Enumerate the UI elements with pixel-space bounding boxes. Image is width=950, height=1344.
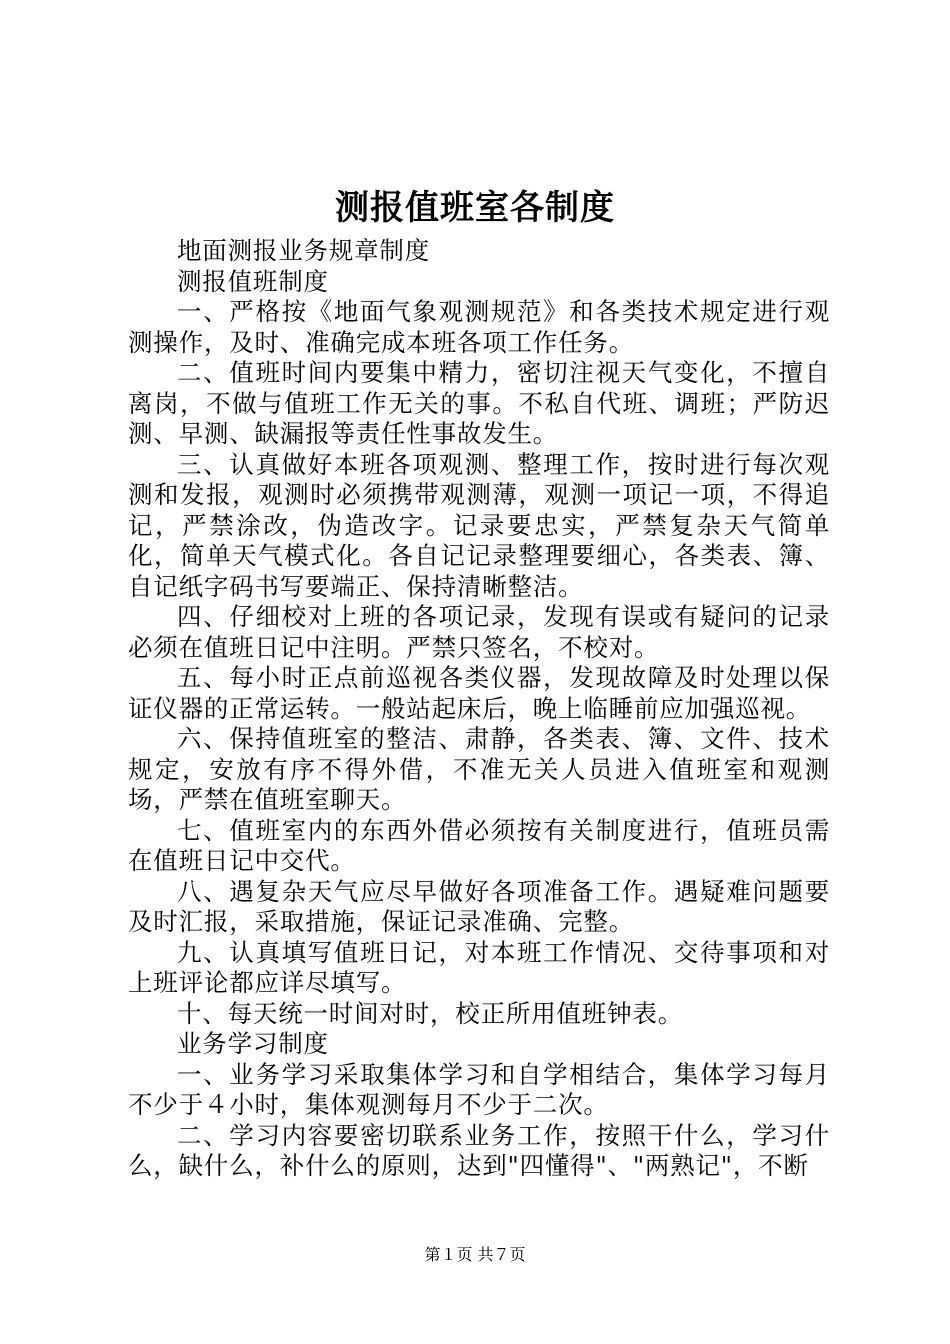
paragraph: 十、每天统一时间对时，校正所用值班钟表。 <box>177 998 683 1028</box>
document-body <box>128 236 830 1182</box>
paragraph: 九、认真填写值班日记，对本班工作情况、交待事项和对上班评论都应详尽填写。 <box>128 937 830 997</box>
paragraph: 八、遇复杂天气应尽早做好各项准备工作。遇疑难问题要及时汇报，采取措施，保证记录准确、完整。 <box>128 876 830 936</box>
paragraph: 二、值班时间内要集中精力，密切注视天气变化，不擅自离岗，不做与值班工作无关的事。不私自代班、调班；严防迟测、早测、缺漏报等责任性事故发生。 <box>128 358 830 448</box>
subsection-heading: 业务学习制度 <box>177 1029 329 1058</box>
document-title: 测报值班室各制度 <box>335 188 615 228</box>
paragraph: 七、值班室内的东西外借必须按有关制度进行，值班员需在值班日记中交代。 <box>128 815 830 875</box>
subsection-heading: 测报值班制度 <box>177 266 329 296</box>
paragraph: 一、严格按《地面气象观测规范》和各类技术规定进行观测操作，及时、准确完成本班各项工作任务。 <box>128 297 830 357</box>
page-number-footer: 第１页 共７页 <box>424 1245 526 1264</box>
paragraph: 二、学习内容要密切联系业务工作，按照干什么，学习什么，缺什么，补什么的原则，达到"四懂得"、"两熟记"，不断 <box>128 1120 830 1180</box>
paragraph: 五、每小时正点前巡视各类仪器，发现故障及时处理以保证仪器的正常运转。一般站起床后，晚上临睡前应加强巡视。 <box>128 663 830 723</box>
paragraph: 四、仔细校对上班的各项记录，发现有误或有疑问的记录必须在值班日记中注明。严禁只签名，不校对。 <box>128 602 830 662</box>
section-heading: 地面测报业务规章制度 <box>177 236 430 265</box>
paragraph: 六、保持值班室的整洁、肃静，各类表、簿、文件、技术规定，安放有序不得外借，不准无关人员进入值班室和观测场，严禁在值班室聊天。 <box>128 724 830 814</box>
paragraph: 三、认真做好本班各项观测、整理工作，按时进行每次观测和发报，观测时必须携带观测薄，观测一项记一项，不得追记，严禁涂改，伪造改字。记录要忠实，严禁复杂天气简单化，简单天气模式化。各自记记录整理要细心，各类表、簿、自记纸字码书写要端正、保持清晰整洁。 <box>128 449 830 601</box>
paragraph: 一、业务学习采取集体学习和自学相结合，集体学习每月不少于４小时，集体观测每月不少于二次。 <box>128 1059 830 1119</box>
